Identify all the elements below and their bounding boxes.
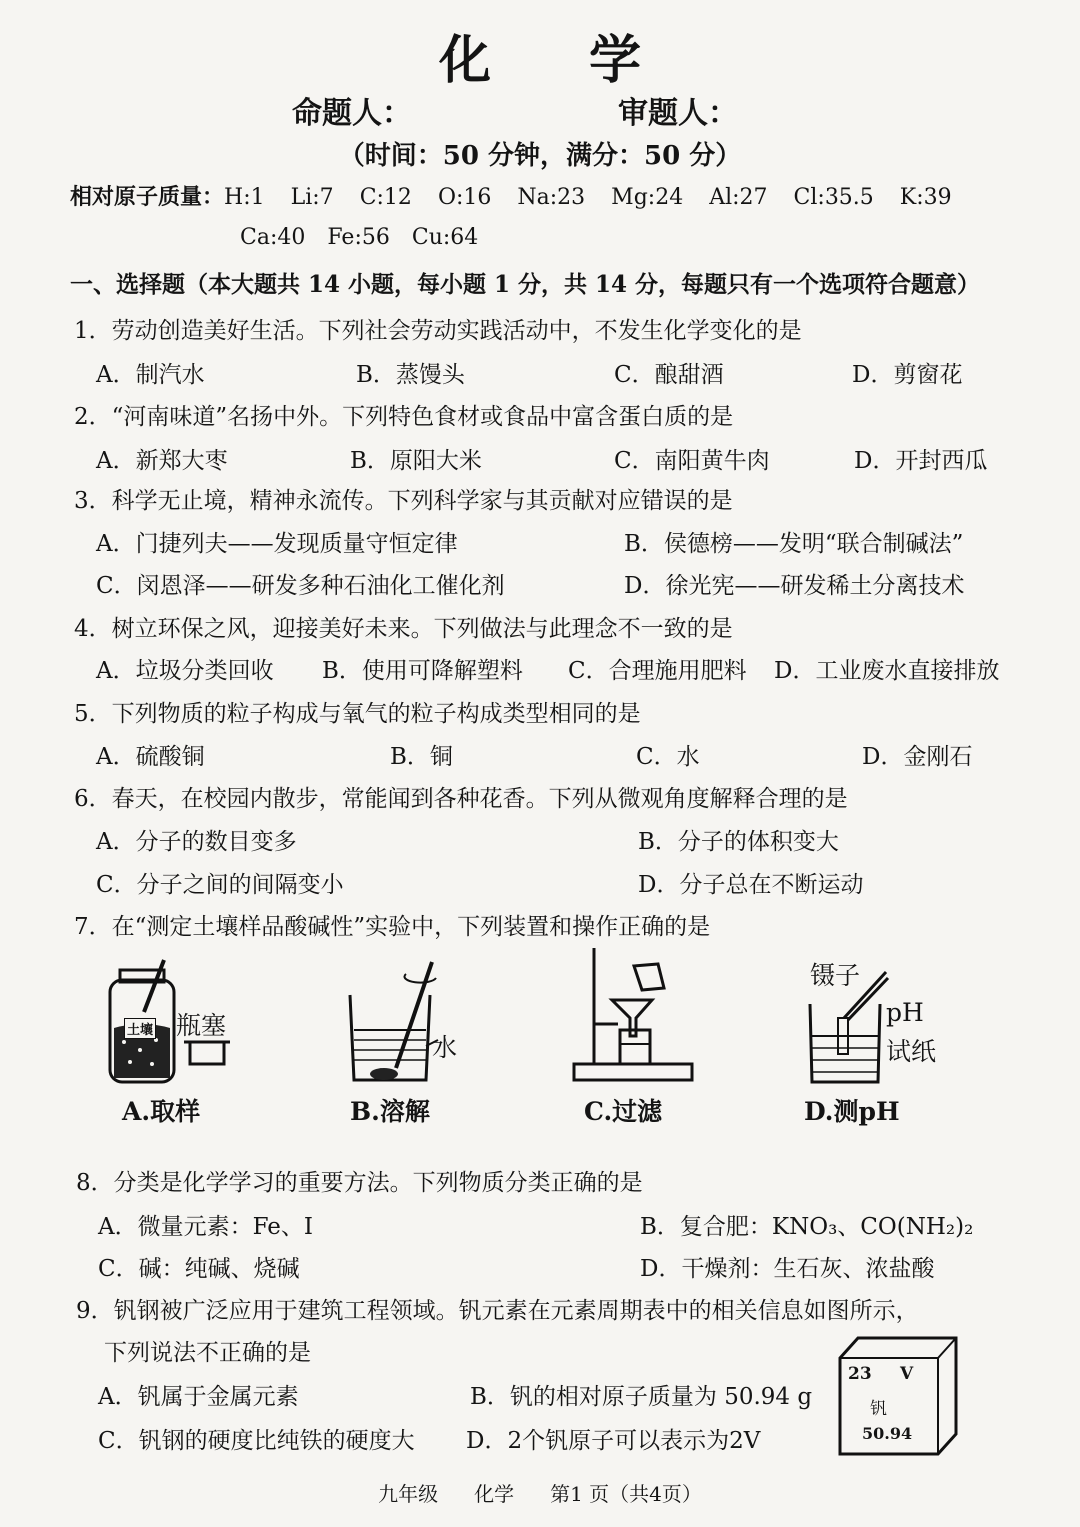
- atomic-mass: Al:27: [709, 185, 768, 210]
- atomic-mass: Ca:40: [240, 225, 306, 250]
- option: D.测pH: [804, 1097, 900, 1126]
- option: B.溶解: [350, 1097, 430, 1126]
- option: D．2个钒原子可以表示为2V: [466, 1428, 761, 1454]
- option: D．工业废水直接排放: [774, 658, 1000, 684]
- option: B．复合肥：KNO₃、CO(NH₂)₂: [640, 1214, 974, 1240]
- figure-sampling: [100, 950, 250, 1090]
- atomic-masses-row1: [70, 180, 952, 211]
- tweezers-label: 镊子: [810, 961, 861, 990]
- option: B．原阳大米: [350, 448, 482, 474]
- option: B．使用可降解塑料: [322, 658, 523, 684]
- element-mass: 50.94: [862, 1424, 913, 1443]
- option: A．微量元素：Fe、I: [98, 1214, 314, 1240]
- option: D．开封西瓜: [854, 448, 988, 474]
- option: C．水: [636, 744, 700, 770]
- question-stem: 5．下列物质的粒子构成与氧气的粒子构成类型相同的是: [74, 701, 641, 727]
- element-name: 钒: [870, 1399, 887, 1419]
- option: C．碱：纯碱、烧碱: [98, 1256, 300, 1282]
- time-info: （时间：50 分钟，满分：50 分）: [338, 141, 742, 171]
- option: C．南阳黄牛肉: [614, 448, 770, 474]
- atomic-mass: C:12: [359, 185, 412, 210]
- figure-filtration: [572, 944, 692, 1084]
- option: B．分子的体积变大: [638, 829, 839, 855]
- ph-paper-label-2: 试纸: [886, 1037, 937, 1066]
- footer-page: 第1 页（共4页）: [550, 1482, 702, 1506]
- element-cell: [836, 1336, 956, 1454]
- footer-grade: 九年级: [378, 1482, 439, 1506]
- figure-dissolving: [340, 960, 450, 1090]
- option: C．钒钢的硬度比纯铁的硬度大: [98, 1428, 415, 1454]
- page-footer: [0, 1478, 1080, 1507]
- atomic-mass: H:1: [224, 185, 265, 210]
- water-label: 水: [432, 1033, 458, 1062]
- question-stem: 7．在“测定土壤样品酸碱性”实验中，下列装置和操作正确的是: [74, 914, 711, 940]
- soil-label: 土壤: [124, 1018, 156, 1039]
- question-stem-line2: 下列说法不正确的是: [104, 1340, 311, 1366]
- option: A．制汽水: [96, 362, 205, 388]
- atomic-mass: Cl:35.5: [793, 185, 874, 210]
- option: B．蒸馒头: [356, 362, 465, 388]
- option: A．门捷列夫——发现质量守恒定律: [96, 531, 458, 557]
- question-stem: 2．“河南味道”名扬中外。下列特色食材或食品中富含蛋白质的是: [74, 404, 734, 430]
- atomic-mass: K:39: [899, 185, 952, 210]
- option: B．侯德榜——发明“联合制碱法”: [624, 531, 964, 557]
- atomic-number: 23: [848, 1364, 872, 1384]
- stopper-label: 瓶塞: [176, 1011, 227, 1040]
- atomic-mass: Fe:56: [327, 225, 390, 250]
- question-stem: 8．分类是化学学习的重要方法。下列物质分类正确的是: [76, 1170, 643, 1196]
- option: D．徐光宪——研发稀土分离技术: [624, 573, 965, 599]
- question-stem: 6．春天，在校园内散步，常能闻到各种花香。下列从微观角度解释合理的是: [74, 786, 848, 812]
- question-stem: 4．树立环保之风，迎接美好未来。下列做法与此理念不一致的是: [74, 616, 733, 642]
- option: C．分子之间的间隔变小: [96, 872, 344, 898]
- question-stem: 9．钒钢被广泛应用于建筑工程领域。钒元素在元素周期表中的相关信息如图所示，: [76, 1298, 919, 1324]
- question-stem: 1．劳动创造美好生活。下列社会劳动实践活动中，不发生化学变化的是: [74, 318, 802, 344]
- option: B．钒的相对原子质量为 50.94 g: [470, 1384, 813, 1410]
- option: C．酿甜酒: [614, 362, 724, 388]
- atomic-mass: Na:23: [517, 185, 586, 210]
- option: C．闵恩泽——研发多种石油化工催化剂: [96, 573, 505, 599]
- option: D．金刚石: [862, 744, 973, 770]
- reviewer-label: 审题人：: [618, 96, 738, 131]
- option: A．硫酸铜: [96, 744, 205, 770]
- question-stem: 3．科学无止境，精神永流传。下列科学家与其贡献对应错误的是: [74, 488, 733, 514]
- atomic-mass: Mg:24: [611, 185, 684, 210]
- option: A．垃圾分类回收: [96, 658, 274, 684]
- atomic-mass: Cu:64: [411, 225, 479, 250]
- atomic-masses-row2: [240, 225, 500, 250]
- section-title: 一、选择题（本大题共 14 小题，每小题 1 分，共 14 分，每题只有一个选项符合题意）: [70, 271, 981, 298]
- option: A．钒属于金属元素: [98, 1384, 299, 1410]
- option: D．剪窗花: [852, 362, 963, 388]
- option: D．分子总在不断运动: [638, 872, 864, 898]
- option: C．合理施用肥料: [568, 658, 747, 684]
- footer-subject: 化学: [474, 1482, 515, 1506]
- atomic-mass: Li:7: [290, 185, 334, 210]
- option: C.过滤: [584, 1097, 663, 1126]
- element-symbol: V: [900, 1364, 914, 1384]
- option: D．干燥剂：生石灰、浓盐酸: [640, 1256, 935, 1282]
- option: A．分子的数目变多: [96, 829, 297, 855]
- author-label: 命题人：: [292, 96, 412, 131]
- atomic-mass: O:16: [437, 185, 492, 210]
- atomic-masses-label: 相对原子质量：: [70, 184, 225, 210]
- option: A．新郑大枣: [96, 448, 228, 474]
- option: B．铜: [390, 744, 453, 770]
- figure-ph-test: [800, 978, 890, 1088]
- option: A.取样: [122, 1097, 201, 1126]
- ph-paper-label: pH: [886, 998, 924, 1027]
- page-title: 化 学: [438, 30, 682, 91]
